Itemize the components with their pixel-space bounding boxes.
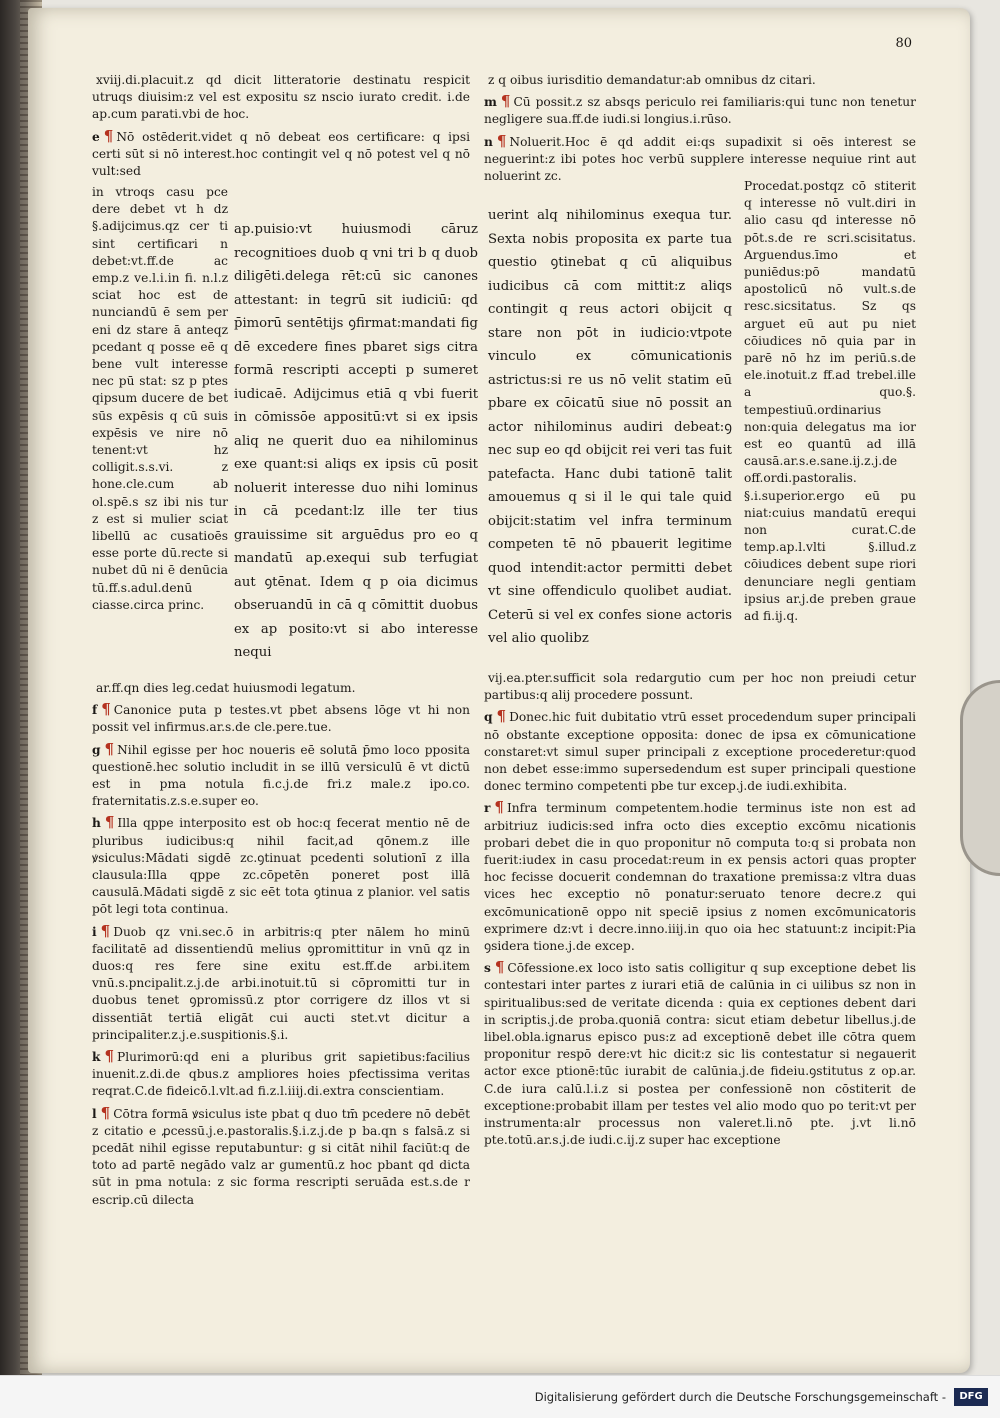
paragraph <box>484 959 916 1149</box>
paragraph <box>484 708 916 795</box>
paragraph-text: Donec.hic fuit dubitatio vtrū esset procedendum super principali nō obstante exceptione opposita: donec de ipsa ex cōmunicatione constaret:vt simul super principali z exceptione procederetur:quod non debet esse:immo supersedendum est super principali questione donec termino competenti pbe tur excep.j.de iudi.exhibita. <box>484 710 916 794</box>
funding-credit: Digitalisierung gefördert durch die Deutsche Forschungsgemeinschaft - <box>534 1390 946 1404</box>
digitization-footer <box>0 1375 1000 1418</box>
rubric-paragraph-icon: ¶ <box>500 92 511 111</box>
margin-marker: n <box>484 134 493 149</box>
paragraph <box>484 72 916 89</box>
paragraph <box>92 1048 470 1101</box>
paragraph-text: Noluerit.Hoc ē qd addit ei:qs supadixit si oēs interest se neguerint:z ibi potes hoc verbū supplere interesse nequiue rint aut noluerint zc. <box>484 134 916 184</box>
rubric-paragraph-icon: ¶ <box>104 739 115 758</box>
paragraph-text: vij.ea.pter.sufficit sola redargutio cum per hoc non preiudi cetur partibus:q alij procedere possunt. <box>484 671 916 703</box>
commentary-top-left <box>92 72 470 184</box>
paragraph-text: Duob qz vni.sec.ō in arbitris:q pter nālem ho minū facilitatē ad dissentiendū melius ꝯpromittitur in vnū qz in duos:q res fere sine exitu est.ff.de arbi.item vnū.s.pncipalit.z.j.de arbi.inotuit.tū si cōpromitti tur in duobus tenet ꝯpromissū.z ptor corrigere dz illos vt si dissentiāt tertiā eligāt cui aucti stet.vt dicitur a principaliter.z.j.e.suspitionis.§.i. <box>92 924 470 1042</box>
paragraph <box>484 93 916 128</box>
decretal-text-column-2: uerint alq nihilominus exequa tur. Sexta nobis proposita ex parte tua questio ꝯtinebat q cū aliquibus iudicibus cā com mittit:z aliqs contingit q reus actori obijcit q stare non pōt in iudicio:vtpote vinculo ex cōmunicationis astrictus:si re us nō velit statim eū pbare ex cōicatū siue nō possit an actor nihilominus audiri debeat:ꝯ nec sup eo qd obijcit rei veri tas fuit patefacta. Hanc dubi tationē talit amouemus q si il le qui tale quid obijcit:statim vel infra terminum competen tē nō pbauerit legitime quod intendit:actor permitti debet vt sine offendiculo quolibet audiat. Ceterū si vel ex confes sione actoris vel alio quolibz <box>488 208 732 646</box>
commentary-top-right <box>484 72 916 189</box>
paragraph <box>92 128 470 181</box>
paragraph-text: Nō ostēderit.videt q nō debeat eos certificare: q ipsi certi sūt si nō interest.hoc contingit vel q nō potest vel q nō vult:sed <box>92 129 470 179</box>
paragraph-text: Cōfessione.ex loco isto satis colligitur q sup exceptione debet lis contestari inter partes z iurari etiā de calūnia in ci uilibus sz non in spiritualibus:sed de veritate dicenda : quia ex ceptiones debent dari in scriptis.j.de proba.quoniā contra: sicut etiam debetur libellus.j.de libel.obla.ignarus episco pus:z ad exceptionē debet ille cōtra quem proponitur respō dere:vt hic dicit:z sic lis contestatur si negauerit actor exce ptionē:tūc iurabit de calūnia.j.de fideiu.ꝯstitutus z op.ar. C.de iura calū.l.i.z si postea per confessionē non cōstiterit de exceptione:probabit illam per testes vel alio modo quo po terit:vt per instrumenta:alr processus non valeret.li.nō pte. j.vt li.nō pte.totū.ar.s.j.de iudi.c.ij.z super hac exceptione <box>484 961 916 1148</box>
rubric-paragraph-icon: ¶ <box>100 1103 111 1122</box>
dfg-logo-icon: DFG <box>954 1388 988 1406</box>
paragraph <box>92 923 470 1044</box>
paragraph-text: Infra terminum competentem.hodie terminus iste non est ad arbitriuz iudicis:sed infra octo dies exceptio excōmu nicationis probari debet die in quo proponitur nō computa to:q si probata non fuerit:iudex in casu procedat:reum in ex pensis actori quas propter hoc fecisse docuerit condemnan do traxatione premissa:z vltra duas vices hec exceptio nō ponatur:seruato tenore decre.z qui excōmunicationē oppo nit speciē ipsius z nomen excōmunicatoris exprimere dz:vt i decre.inno.iiij.in quo oia hec statuunt:z incipit:Pia ꝯsidera tione.j.de excep. <box>484 801 916 954</box>
commentary-bottom-left <box>92 680 470 1213</box>
paragraph-text: xviij.di.placuit.z qd dicit litteratorie destinatu respicit utruqs diuisim:z vel est expositu sz nscio iurato credit. i.de ap.cum parati.vbi de hoc. <box>92 73 470 122</box>
margin-marker: r <box>484 801 491 816</box>
paragraph <box>92 1105 470 1209</box>
paragraph <box>484 799 916 955</box>
gloss-column-right: Procedat.postqz cō stiterit q interesse nō vult.diri in alio casu qd interesse nō pōt.s.de re scri.scisitatus. Arguendus.īmo et puniēdus:pō mandatū apostolicū nō vult.s.de resc.sicsitatus. Sz qs arguet eū aut pu niet cōiudices nō quia par in parē nō hz im periū.s.de ele.inotuit.z ff.ad trebel.ille a quo.§. tempestiuū.ordinarius non:quia delegatus ma ior est eo quantū ad illā causā.ar.s.e.sane.ij.z.j.de off.ordi.pastoralis. §.i.superior.ergo eū pu niat:cuius mandatū erequi non curat.C.de temp.ap.l.vlti §.illud.z cōiudices debent supe riori denunciare negli gentiam ipsius ar.j.de preben graue ad fi.ij.q. <box>744 179 916 624</box>
paragraph-text: Cōtra formā ꝟsiculus iste pbat q duo tm̄ pcedere nō debēt z citatio e ꝓcessū.j.e.pastoralis.§.i.z.j.de p ba.qn s falsā.z si pcedāt nihil egisse reputabuntur: g si citāt nihil faciūt:q de toto ad partē negādo valz ar gumentū.z hoc pbant qd dicta sūt in pma notula: z sic forma rescripti seruāda est.s.de r escrip.cū dilecta <box>92 1106 470 1207</box>
paragraph-text: ar.ff.qn dies leg.cedat huiusmodi legatum. <box>96 681 356 695</box>
commentary-bottom-right <box>484 670 916 1153</box>
paragraph <box>484 670 916 704</box>
paragraph-text: Illa qppe interposito est ob hoc:q fecerat mentio nē de pluribus iudicibus:q nihil facit,ad qōnem.z ille ꝟsiculus:Mādati sigdē zc.ꝯtinuat pcedenti solutionī z illa clausula:Illa qppe zc.cōpetēn poneret post illā causulā.Mādati sigdē z sic eēt tota ꝯtinua z planior. vel satis pōt legi tota continua. <box>92 816 470 917</box>
rubric-paragraph-icon: ¶ <box>496 707 507 726</box>
paragraph <box>92 680 470 697</box>
margin-marker: g <box>92 742 101 757</box>
gloss-column-left: in vtroqs casu pce dere debet vt h dz §.adijcimus.qz cer ti sint certificari n debet:vt.ff.de ac emp.z ve.l.i.in fi. n.l.z sciat hoc est de nunciandū ē sem per eni dz stare ā anteqz pcedant q posse eē q bene vult interesse nec pū stat: sz p ptes qipsum ducere de bet sūs expēsis q cū suis expēsis ve nire nō tenent:vt hz colligit.s.s.vi. z hone.cle.cum ab ol.spē.s sz ibi nis tur z est si mulier sciat libellū ac cusatioēs esse porte dū.recte si nubet dū ni ē denūcia tū.ff.s.adul.denū ciasse.circa princ. <box>92 185 228 612</box>
margin-marker: i <box>92 924 97 939</box>
decretal-text-column-1: ap.puisio:vt huiusmodi cāruz recognitioes duob q vni tri b q duob diligēti.delega rēt:cū sic canones attestant: in tegrū sit iudiciū: qd p̄imorū sentētijs ꝯfirmat:mandati fig dē excedere fines pbaret sigs citra formā rescripti accepti p sumeret iudicaē. Adijcimus etiā q vbi fuerit in cōmissōe appositū:vt si ex ipsis aliq ne querit duo ea nihilominus exe quant:si aliqs ex ipsis cū posit noluerit interesse duo nihi lominus in cā pcedant:lz ille ter tius grauissime sit arguēdus pro eo q mandatū ap.exequi sub terfugiat aut ꝯtēnat. Idem q p oia dicimus obseruandū in cā q cōmittit duobus ex ap posito:vt si abo interesse nequi <box>234 222 478 660</box>
rubric-paragraph-icon: ¶ <box>103 126 114 145</box>
paragraph <box>92 814 470 918</box>
folio-number: 80 <box>895 36 912 51</box>
rubric-paragraph-icon: ¶ <box>494 798 504 817</box>
rubric-paragraph-icon: ¶ <box>104 813 115 832</box>
paragraph-text: Plurimorū:qd eni a pluribus grit sapietibus:facilius inuenit.z.di.de qbus.z ampliores hoies pfectissima veritas reqrat.C.de fideicō.l.vlt.ad fi.z.l.iiij.di.extra conscientiam. <box>92 1050 470 1099</box>
margin-marker: f <box>92 703 98 718</box>
rubric-paragraph-icon: ¶ <box>101 700 111 719</box>
paragraph-text: Cū possit.z sz absqs periculo rei familiaris:qui tunc non tenetur negligere sua.ff.de iudi.si longius.i.rūso. <box>484 95 916 127</box>
paragraph <box>92 701 470 736</box>
rubric-paragraph-icon: ¶ <box>494 958 505 977</box>
page-clip <box>960 680 1000 876</box>
margin-marker: k <box>92 1050 101 1065</box>
margin-marker: m <box>484 95 497 110</box>
paragraph <box>92 72 470 124</box>
paragraph <box>92 741 470 811</box>
paragraph-text: Canonice puta p testes.vt pbet absens lōge vt hi non possit vel infirmus.ar.s.de cle.pere.tue. <box>92 703 470 735</box>
margin-marker: h <box>92 816 101 831</box>
rubric-paragraph-icon: ¶ <box>104 1047 114 1066</box>
rubric-paragraph-icon: ¶ <box>100 921 111 940</box>
margin-marker: s <box>484 961 491 976</box>
margin-marker: e <box>92 129 100 144</box>
paragraph-text: Nihil egisse per hoc noueris eē solutā p̄mo loco pposita questionē.hec solutio includit in se illū versiculū ē vt dictū est in pma notula fi.c.j.de fri.z male.z ipo.co. fraternitatis.z.s.e.super eo. <box>92 742 470 809</box>
margin-marker: q <box>484 710 493 725</box>
rubric-paragraph-icon: ¶ <box>496 131 507 150</box>
margin-marker: l <box>92 1106 97 1121</box>
paragraph-text: z q oibus iurisditio demandatur:ab omnibus dz citari. <box>488 73 816 87</box>
